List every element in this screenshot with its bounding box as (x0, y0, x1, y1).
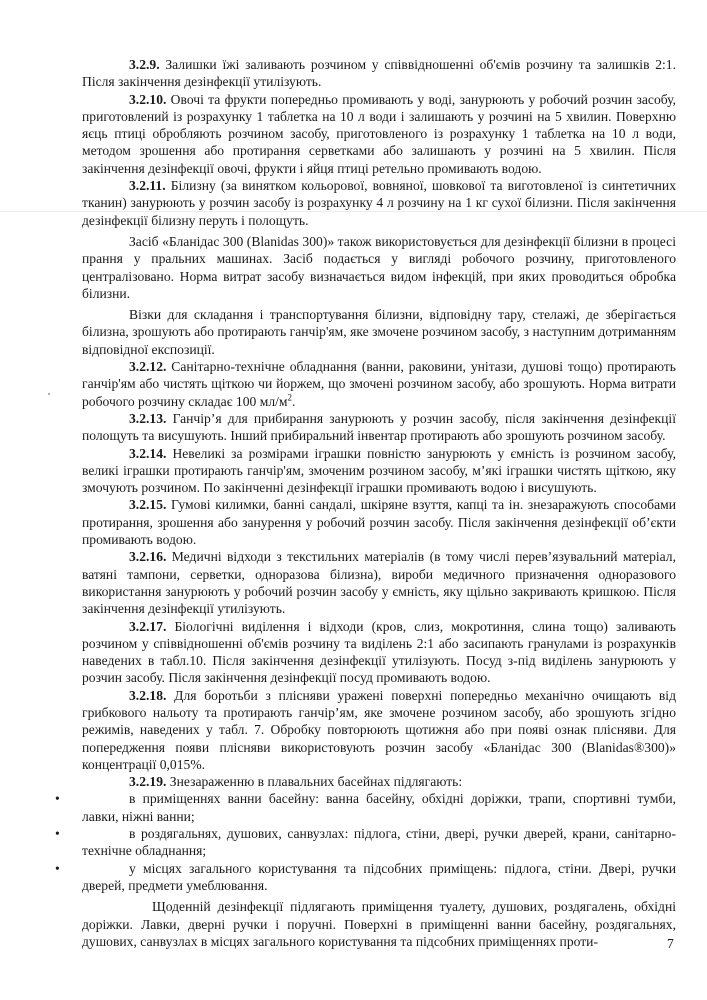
document-page (55, 56, 676, 950)
superscript: 2 (287, 392, 292, 403)
section-3-2-9 (82, 56, 676, 91)
section-number: 3.2.13. (129, 410, 167, 426)
section-text: Медичні відходи з текстильних матеріалів (в тому числі перев’язувальний матеріал, ватяні тампони, серветки, одноразова білизна), вироби медичного призначення одноразового використання занурюють у робочий розчин засобу у ємність, яку щільно закривають кришкою. Після закінчення дезінфекції утилізують. (82, 549, 676, 617)
bullet-icon: • (55, 826, 60, 842)
section-3-2-17 (82, 618, 676, 687)
section-number: 3.2.19. (129, 774, 167, 790)
section-text: Овочі та фрукти попередньо промивають у воді, занурюють у робочий розчин засобу, приготовлений із розрахунку 1 таблетка на 10 л води і залишають у розчині на 5 хвилин. Поверхню яєць птиці обробляють розчином засобу, приготовленого із розрахунку 1 таблетка на 10 л води, методом зрошення або протирання серветками або залишають у розчині на 5 хвилин. Після закінчення дезінфекції овочі, фрукти і яйця птиці ретельно промивають водою. (82, 91, 676, 176)
section-3-2-14 (82, 445, 676, 497)
section-3-2-11 (82, 177, 676, 229)
bullet-item (55, 860, 676, 895)
paragraph-text: Щоденній дезінфекції підлягають приміщення туалету, душових, роздягалень, обхідні доріжки. Лавки, дверні ручки і поручні. Поверхні в приміщенні ванни басейну, роздягальнях, душових, санвузлах в місцях загального користування та підсобних приміщеннях проти- (82, 899, 676, 949)
bullet-item (55, 790, 676, 825)
paragraph-blanidas-laundry (82, 233, 676, 302)
section-3-2-18 (82, 687, 676, 773)
bullet-item (55, 825, 676, 860)
paragraph-laundry-carts (82, 306, 676, 358)
section-3-2-10 (82, 91, 676, 177)
section-number: 3.2.11. (129, 178, 166, 194)
paragraph-text: Візки для складання і транспортування білизни, відповідну тару, стелажі, де зберігається білизна, зрошують або протирають ганчір'ям, яке змочене розчином засобу, з наступним дотриманням відповідної експозиції. (82, 307, 676, 357)
bullet-text: в роздягальнях, душових, санвузлах: підлога, стіни, двері, ручки дверей, крани, санітарно-технічне обладнання; (82, 826, 676, 859)
bullet-icon: • (55, 791, 60, 807)
section-number: 3.2.14. (129, 445, 167, 461)
section-text: Білизну (за винятком кольорової, вовняної, шовкової та виготовленої із синтетичних тканин) занурюють у розчин засобу із розрахунку 4 л розчину на 1 кг сухої білизни. Після закінчення дезінфекції білизну перуть і полощуть. (82, 178, 676, 228)
bullet-icon: • (55, 860, 60, 876)
section-text: Гумові килимки, банні сандалі, шкіряне взуття, капці та ін. знезаражують способами протирання, зрошення або занурення у робочий розчин засобу. Після закінчення дезінфекції об’єкти промивають водою. (82, 497, 676, 548)
section-text: Біологічні виділення і відходи (кров, слиз, мокротиння, слина тощо) заливають розчином у співвідношенні об'ємів розчину та виділень 2:1 або засипають гранулами із розрахунків наведених в табл.10. Після закінчення дезінфекції утилізують. Посуд з-під виділень занурюють у розчин засобу. Після закінчення дезінфекції посуд промивають водою. (82, 618, 676, 686)
section-text: Залишки їжі заливають розчином у співвідношенні об'ємів розчину та залишків 2:1. Після закінчення дезінфекції утилізують. (82, 57, 676, 90)
section-number: 3.2.10. (129, 91, 167, 107)
section-number: 3.2.17. (129, 618, 167, 634)
bullet-text: у місцях загального користування та підсобних приміщень: підлога, стіни. Двері, ручки дверей, предмети умеблювання. (82, 860, 676, 893)
scan-speck (48, 393, 50, 395)
section-number: 3.2.12. (129, 359, 167, 375)
section-3-2-12 (82, 358, 676, 410)
section-number: 3.2.9. (129, 57, 160, 72)
section-text: Для боротьби з плісняви уражені поверхні попередньо механічно очищають від грибкового нальоту та протирають ганчір’ям, яке змочене розчином засобу, або зрошують згідно режимів, наведених у табл. 7. Обробку повторюють щотижня або при появі ознак плісняви. Для попередження появи плісняви використовують розчин засобу «Бланідас 300 (Blanidas®300)» концентрації 0,015%. (82, 687, 676, 772)
page-number: 7 (667, 936, 674, 951)
section-3-2-16 (82, 548, 676, 617)
section-text: Невеликі за розмірами іграшки повністю занурюють у ємність із розчином засобу, великі іграшки протирають ганчір'ям, змоченим розчином засобу, м’які іграшки чистять щіткою, яку змочують розчином. По закінченні дезінфекції іграшки промивають водою і висушують. (82, 445, 676, 496)
bullet-text: в приміщеннях ванни басейну: ванна басейну, обхідні доріжки, трапи, спортивні тумби, лавки, ніжні ванни; (82, 791, 676, 824)
section-number: 3.2.15. (129, 497, 167, 513)
section-3-2-13 (82, 410, 676, 445)
paragraph-text: Засіб «Бланідас 300 (Blanidas 300)» також використовується для дезінфекції білизни в процесі прання у пральних машинах. Засіб подається у вигляді робочого розчину, приготовленого централізовано. Норма витрат засобу визначається видом інфекцій, при яких проводиться обробка білизни. (82, 233, 676, 301)
section-number: 3.2.16. (129, 549, 167, 565)
section-number: 3.2.18. (129, 687, 167, 703)
section-3-2-15 (82, 496, 676, 548)
section-text: Санітарно-технічне обладнання (ванни, раковини, унітази, душові тощо) протирають ганчір'ям або чистять щіткою чи йоржем, що змочені розчином засобу, або зрошують. Норма витрати робочого розчину складає 100 мл/м (82, 359, 676, 409)
section-text: Знезараженню в плавальних басейнах підлягають: (166, 774, 463, 790)
section-3-2-19 (82, 773, 676, 790)
section-text-tail: . (292, 393, 296, 409)
section-text: Ганчір’я для прибирання занурюють у розчин засобу, після закінчення дезінфекції полощуть та висушують. Інший прибиральний інвентар протирають або зрошують розчином засобу. (82, 410, 676, 444)
paragraph-daily-disinfection (82, 898, 676, 950)
